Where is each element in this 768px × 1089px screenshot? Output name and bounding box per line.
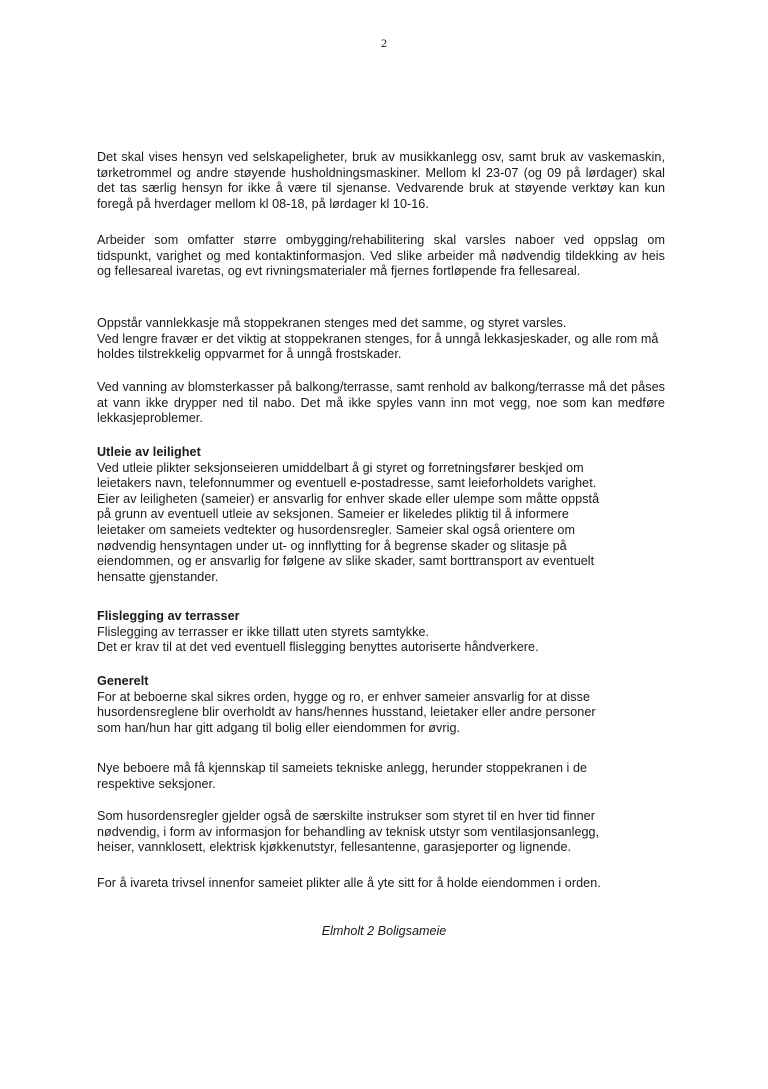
signature: Elmholt 2 Boligsameie bbox=[321, 924, 447, 938]
general-p3-line-3: heiser, vannklosett, elektrisk kjøkkenutstyr, fellesantenne, garasjeporter og lignende. bbox=[97, 840, 572, 855]
general-p3-line-1: Som husordensregler gjelder også de særskilte instrukser som styret til en hver tid finner bbox=[97, 809, 595, 823]
rental-line-5: leietaker om sameiets vedtekter og husordensregler. Sameier skal også orientere om bbox=[97, 522, 575, 537]
tiling-line-2: Det er krav til at det ved eventuell flislegging benyttes autoriserte håndverkere. bbox=[97, 640, 539, 655]
general-p3-line-2: nødvendig, i form av informasjon for behandling av teknisk utstyr som ventilasjonsanlegg, bbox=[97, 824, 600, 839]
water-paragraph-block bbox=[97, 316, 665, 363]
general-p1-line-2: husordensreglene blir overholdt av hans/hennes husstand, leietaker eller andre personer bbox=[97, 705, 596, 720]
general-section bbox=[97, 674, 665, 736]
general-p1-line-3: som han/hun har gitt adgang til bolig eller eiendommen for øvrig. bbox=[97, 720, 461, 735]
page-number: 2 bbox=[381, 36, 387, 50]
general-p4: For å ivareta trivsel innenfor sameiet plikter alle å yte sitt for å holde eiendommen i orden. bbox=[97, 876, 601, 890]
general-p2-line-2: respektive seksjoner. bbox=[97, 776, 216, 791]
general-p2-line-1: Nye beboere må få kjennskap til sameiets tekniske anlegg, herunder stoppekranen i de bbox=[97, 761, 588, 775]
noise-paragraph: Det skal vises hensyn ved selskapeligheter, bruk av musikkanlegg osv, samt bruk av vaskemaskin, tørketrommel og andre støyende husholdningsmaskiner. Mellom kl 23-07 (og 09 på lørdager) skal det tas særlig hensyn for ikke å være til sjenanse. Vedvarende bruk at støyende verktøy kan kun foregå på hverdager mellom kl 08-18, på lørdager kl 10-16. bbox=[97, 150, 665, 211]
general-paragraph-2 bbox=[97, 761, 665, 792]
water-line-1: Oppstår vannlekkasje må stoppekranen stenges med det samme, og styret varsles. bbox=[97, 316, 567, 330]
rental-heading: Utleie av leilighet bbox=[97, 445, 201, 459]
rental-line-8: hensatte gjenstander. bbox=[97, 569, 219, 584]
rental-line-3: Eier av leiligheten (sameier) er ansvarlig for enhver skade eller ulempe som måtte oppstå bbox=[97, 491, 600, 506]
general-p1-line-1: For at beboerne skal sikres orden, hygge og ro, er enhver sameier ansvarlig for at disse bbox=[97, 689, 591, 704]
rental-line-1: Ved utleie plikter seksjonseieren umiddelbart å gi styret og forretningsfører beskjed om bbox=[97, 460, 584, 475]
tiling-section bbox=[97, 609, 665, 656]
renovation-paragraph-block bbox=[97, 233, 665, 280]
general-paragraph-4 bbox=[97, 876, 665, 892]
rental-line-7: eiendommen, og er ansvarlig for følgene av slike skader, samt borttransport av eventuelt bbox=[97, 554, 595, 569]
balcony-paragraph: Ved vanning av blomsterkasser på balkong/terrasse, samt renhold av balkong/terrasse må det påses at vann ikke drypper ned til nabo. Det må ikke spyles vann inn mot vegg, noe som kan medføre lekkasjeproblemer. bbox=[97, 380, 665, 426]
general-heading: Generelt bbox=[97, 674, 149, 688]
water-line-2: Ved lengre fravær er det viktig at stoppekranen stenges, for å unngå lekkasjeskader, og alle rom må holdes tilstrekkelig oppvarmet for å unngå frostskader. bbox=[97, 331, 659, 362]
noise-paragraph-block bbox=[97, 150, 665, 212]
tiling-line-1: Flislegging av terrasser er ikke tillatt uten styrets samtykke. bbox=[97, 624, 430, 639]
tiling-heading: Flislegging av terrasser bbox=[97, 609, 240, 623]
balcony-paragraph-block bbox=[97, 380, 665, 427]
rental-line-4: på grunn av eventuell utleie av seksjonen. Sameier er likeledes pliktig til å informere bbox=[97, 507, 569, 522]
general-paragraph-3 bbox=[97, 809, 665, 856]
rental-line-6: nødvendig hensyntagen under ut- og innflytting for å begrense skader og slitasje på bbox=[97, 538, 567, 553]
renovation-paragraph: Arbeider som omfatter større ombygging/rehabilitering skal varsles naboer ved oppslag om tidspunkt, varighet og med kontaktinformasjon. Ved slike arbeider må nødvendig tildekking av heis og fellesareal ivaretas, og evt rivningsmaterialer må fjernes fortløpende fra fellesareal. bbox=[97, 233, 665, 279]
rental-line-2: leietakers navn, telefonnummer og eventuell e-postadresse, samt leieforholdets varighet. bbox=[97, 476, 597, 491]
rental-section bbox=[97, 445, 665, 585]
